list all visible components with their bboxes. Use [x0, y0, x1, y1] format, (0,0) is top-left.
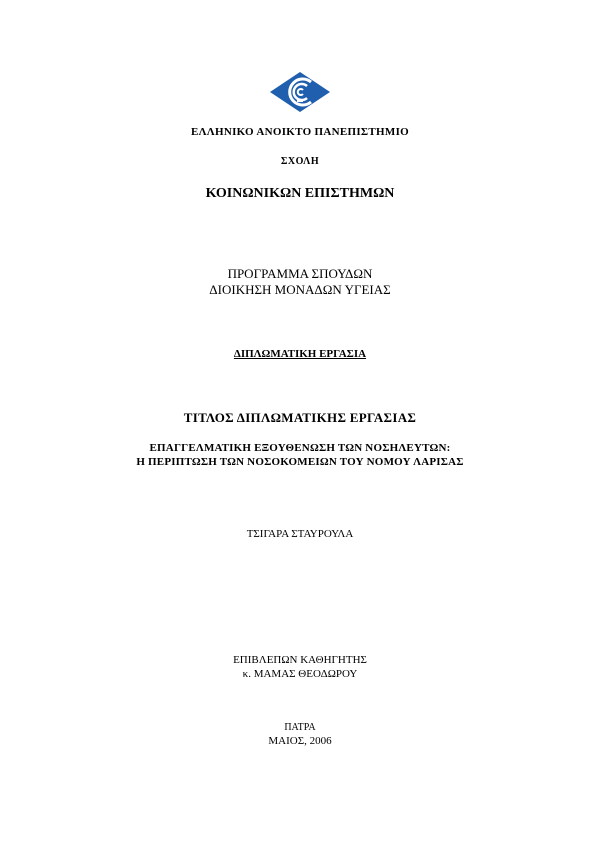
university-emblem-icon [269, 71, 331, 113]
title-label: ΤΙΤΛΟΣ ΔΙΠΛΩΜΑΤΙΚΗΣ ΕΡΓΑΣΙΑΣ [183, 410, 417, 425]
school-label: ΣΧΟΛΗ [280, 156, 320, 167]
author-name: ΤΣΙΓΑΡΑ ΣΤΑΥΡΟΥΛΑ [246, 528, 354, 540]
school-name: ΚΟΙΝΩΝΙΚΩΝ ΕΠΙΣΤΗΜΩΝ [205, 186, 395, 201]
supervisor-name: κ. ΜΑΜΑΣ ΘΕΟΔΩΡΟΥ [242, 668, 358, 680]
thesis-title-line-1: ΕΠΑΓΓΕΛΜΑΤΙΚΗ ΕΞΟΥΘΕΝΩΣΗ ΤΩΝ ΝΟΣΗΛΕΥΤΩΝ: [149, 442, 451, 454]
date: ΜΑΙΟΣ, 2006 [268, 735, 332, 747]
thesis-label-text: ΔΙΠΛΩΜΑΤΙΚΗ ΕΡΓΑΣΙΑ [233, 348, 367, 360]
thesis-title-line-2: Η ΠΕΡΙΠΤΩΣΗ ΤΩΝ ΝΟΣΟΚΟΜΕΙΩΝ ΤΟΥ ΝΟΜΟΥ ΛΑΡΙΣΑΣ [136, 456, 464, 468]
program-line-2: ΔΙΟΙΚΗΣΗ ΜΟΝΑΔΩΝ ΥΓΕΙΑΣ [209, 282, 391, 297]
program-line-1: ΠΡΟΓΡΑΜΜΑ ΣΠΟΥΔΩΝ [227, 266, 373, 281]
thesis-label [0, 349, 600, 360]
place: ΠΑΤΡΑ [284, 722, 316, 733]
university-name: ΕΛΛΗΝΙΚΟ ΑΝΟΙΚΤΟ ΠΑΝΕΠΙΣΤΗΜΙΟ [190, 126, 410, 138]
supervisor-label: ΕΠΙΒΛΕΠΩΝ ΚΑΘΗΓΗΤΗΣ [233, 654, 367, 666]
